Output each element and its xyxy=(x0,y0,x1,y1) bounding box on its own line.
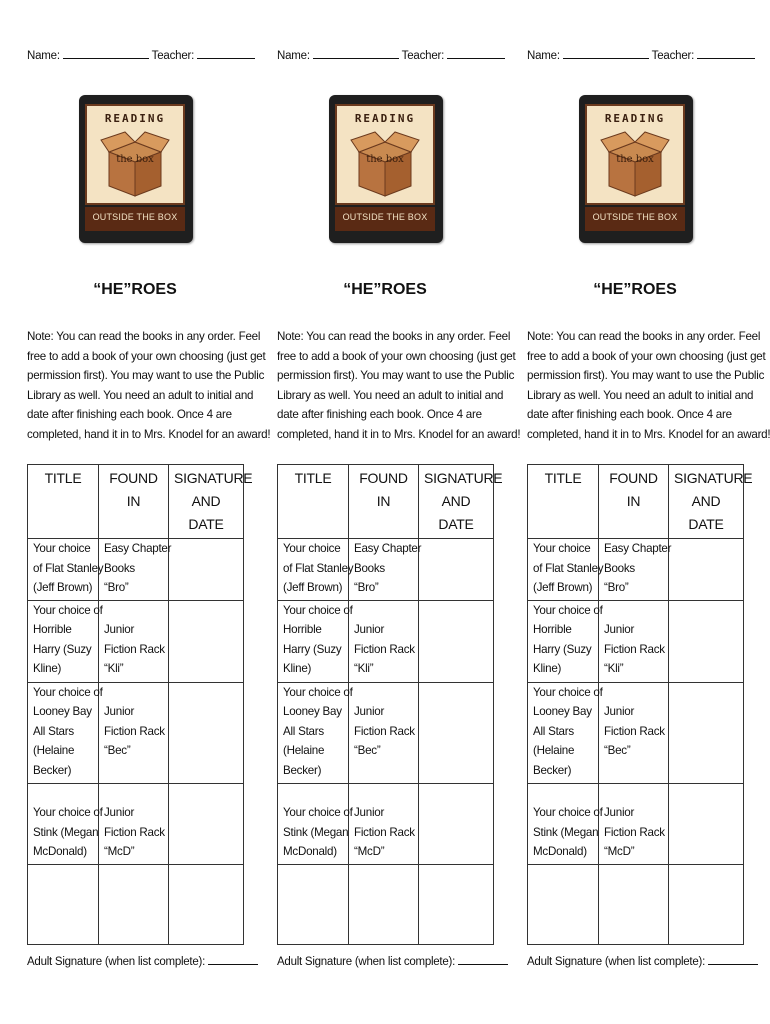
signature-cell[interactable] xyxy=(669,682,744,783)
bookmark-2 xyxy=(277,0,521,1024)
title-cell xyxy=(28,864,99,944)
title-cell: Your choice of Flat Stanley (Jeff Brown) xyxy=(278,539,349,601)
note-line: permission first). You may want to use the Public xyxy=(27,369,265,382)
name-label: Name: xyxy=(277,50,310,62)
found-cell: Junior Fiction Rack “Bec” xyxy=(99,682,169,783)
signature-cell[interactable] xyxy=(669,539,744,601)
table-row xyxy=(28,864,244,944)
reading-outside-the-box-logo xyxy=(79,95,193,243)
adult-signature-line xyxy=(27,956,243,968)
table-row xyxy=(278,864,494,944)
signature-cell[interactable] xyxy=(169,600,244,682)
note-line: permission first). You may want to use the Public xyxy=(277,369,515,382)
note-line: Library as well. You need an adult to initial and xyxy=(277,388,504,402)
signature-cell[interactable] xyxy=(669,864,744,944)
name-blank xyxy=(563,57,649,59)
found-cell: Junior Fiction Rack “Bec” xyxy=(349,682,419,783)
reading-outside-the-box-logo xyxy=(329,95,443,243)
title-cell: Your choice of Stink (Megan McDonald) xyxy=(28,783,99,864)
adult-signature-label: Adult Signature (when list complete): xyxy=(527,956,706,968)
table-row xyxy=(28,682,244,783)
note-line: Library as well. You need an adult to initial and xyxy=(27,388,254,402)
title-cell: Your choice of Stink (Megan McDonald) xyxy=(278,783,349,864)
title-cell: Your choice of Horrible Harry (Suzy Kline) xyxy=(278,600,349,682)
table-row xyxy=(28,539,244,601)
table-row xyxy=(528,783,744,864)
title-cell: Your choice of Horrible Harry (Suzy Kline) xyxy=(528,600,599,682)
logo-the-box-text: the box xyxy=(366,154,404,165)
table-row xyxy=(528,864,744,944)
found-cell: Easy Chapter Books “Bro” xyxy=(599,539,669,601)
teacher-label: Teacher: xyxy=(651,50,695,62)
note-line: completed, hand it in to Mrs. Knodel for an award! xyxy=(27,427,271,441)
signature-cell[interactable] xyxy=(169,682,244,783)
column-header: FOUND IN xyxy=(99,465,169,539)
adult-signature-label: Adult Signature (when list complete): xyxy=(27,956,206,968)
table-row xyxy=(278,600,494,682)
found-cell xyxy=(599,864,669,944)
table-row xyxy=(278,682,494,783)
column-header: TITLE xyxy=(528,465,599,539)
note-line: free to add a book of your own choosing (just get xyxy=(27,349,266,363)
note-line: date after finishing each book. Once 4 are xyxy=(277,408,482,421)
list-title: “HE”ROES xyxy=(93,281,177,298)
note-line: Library as well. You need an adult to initial and xyxy=(527,388,754,402)
adult-signature-label: Adult Signature (when list complete): xyxy=(277,956,456,968)
table-header-row xyxy=(278,465,494,539)
name-blank xyxy=(313,57,399,59)
table-row xyxy=(528,600,744,682)
logo-outside-the-box-text: OUTSIDE THE BOX xyxy=(592,212,678,222)
adult-signature-line xyxy=(277,956,493,968)
teacher-blank xyxy=(197,57,255,59)
note-line: Note: You can read the books in any order. Feel xyxy=(277,330,511,343)
name-teacher-line xyxy=(527,50,743,62)
found-cell xyxy=(349,864,419,944)
name-teacher-line xyxy=(277,50,493,62)
instructions-note xyxy=(527,327,770,444)
found-cell: Junior Fiction Rack “Kli” xyxy=(99,600,169,682)
column-header: FOUND IN xyxy=(349,465,419,539)
note-line: free to add a book of your own choosing (just get xyxy=(277,349,516,363)
title-cell xyxy=(528,864,599,944)
signature-cell[interactable] xyxy=(169,539,244,601)
table-row xyxy=(528,539,744,601)
note-line: completed, hand it in to Mrs. Knodel for an award! xyxy=(277,427,521,441)
signature-cell[interactable] xyxy=(669,783,744,864)
teacher-blank xyxy=(447,57,505,59)
instructions-note xyxy=(27,327,271,444)
title-cell: Your choice of Looney Bay All Stars (Helaine Becker) xyxy=(28,682,99,783)
instructions-note xyxy=(277,327,521,444)
adult-signature-blank xyxy=(208,963,258,965)
found-cell: Easy Chapter Books “Bro” xyxy=(349,539,419,601)
table-row xyxy=(28,600,244,682)
adult-signature-blank xyxy=(708,963,758,965)
found-cell: Junior Fiction Rack “McD” xyxy=(599,783,669,864)
title-cell: Your choice of Horrible Harry (Suzy Kline) xyxy=(28,600,99,682)
adult-signature-line xyxy=(527,956,743,968)
found-cell: Junior Fiction Rack “Kli” xyxy=(599,600,669,682)
note-line: permission first). You may want to use the Public xyxy=(527,369,765,382)
bookmark-1 xyxy=(27,0,271,1024)
note-line: completed, hand it in to Mrs. Knodel for an award! xyxy=(527,427,770,441)
signature-cell[interactable] xyxy=(419,783,494,864)
signature-cell[interactable] xyxy=(419,864,494,944)
column-header: SIGNATURE AND DATE xyxy=(419,465,494,539)
name-teacher-line xyxy=(27,50,243,62)
column-header: FOUND IN xyxy=(599,465,669,539)
signature-cell[interactable] xyxy=(169,783,244,864)
table-row xyxy=(278,783,494,864)
title-cell xyxy=(278,864,349,944)
note-line: free to add a book of your own choosing (just get xyxy=(527,349,766,363)
found-cell: Junior Fiction Rack “Bec” xyxy=(599,682,669,783)
signature-cell[interactable] xyxy=(669,600,744,682)
note-line: Note: You can read the books in any order. Feel xyxy=(27,330,261,343)
column-header: TITLE xyxy=(28,465,99,539)
signature-cell[interactable] xyxy=(419,539,494,601)
logo-reading-text: READING xyxy=(604,112,666,125)
table-row xyxy=(528,682,744,783)
column-header: SIGNATURE AND DATE xyxy=(169,465,244,539)
column-header: TITLE xyxy=(278,465,349,539)
title-cell: Your choice of Looney Bay All Stars (Helaine Becker) xyxy=(278,682,349,783)
note-line: Note: You can read the books in any order. Feel xyxy=(527,330,761,343)
signature-cell[interactable] xyxy=(419,600,494,682)
logo-the-box-text: the box xyxy=(616,154,654,165)
reading-outside-the-box-logo xyxy=(579,95,693,243)
found-cell xyxy=(99,864,169,944)
logo-outside-the-box-text: OUTSIDE THE BOX xyxy=(342,212,428,222)
logo-reading-text: READING xyxy=(104,112,166,125)
teacher-blank xyxy=(697,57,755,59)
table-row xyxy=(28,783,244,864)
title-cell: Your choice of Flat Stanley (Jeff Brown) xyxy=(528,539,599,601)
logo-the-box-text: the box xyxy=(116,154,154,165)
title-cell: Your choice of Stink (Megan McDonald) xyxy=(528,783,599,864)
teacher-label: Teacher: xyxy=(401,50,445,62)
list-title: “HE”ROES xyxy=(343,281,427,298)
column-header: SIGNATURE AND DATE xyxy=(669,465,744,539)
bookmark-3 xyxy=(527,0,770,1024)
adult-signature-blank xyxy=(458,963,508,965)
table-header-row xyxy=(528,465,744,539)
found-cell: Junior Fiction Rack “McD” xyxy=(349,783,419,864)
found-cell: Junior Fiction Rack “Kli” xyxy=(349,600,419,682)
reading-log-table xyxy=(527,464,753,945)
title-cell: Your choice of Flat Stanley (Jeff Brown) xyxy=(28,539,99,601)
teacher-label: Teacher: xyxy=(151,50,195,62)
note-line: date after finishing each book. Once 4 are xyxy=(27,408,232,421)
reading-log-table xyxy=(277,464,503,945)
list-title: “HE”ROES xyxy=(593,281,677,298)
found-cell: Junior Fiction Rack “McD” xyxy=(99,783,169,864)
logo-reading-text: READING xyxy=(354,112,416,125)
found-cell: Easy Chapter Books “Bro” xyxy=(99,539,169,601)
title-cell: Your choice of Looney Bay All Stars (Helaine Becker) xyxy=(528,682,599,783)
table-header-row xyxy=(28,465,244,539)
name-label: Name: xyxy=(527,50,560,62)
logo-outside-the-box-text: OUTSIDE THE BOX xyxy=(92,212,178,222)
name-label: Name: xyxy=(27,50,60,62)
signature-cell[interactable] xyxy=(169,864,244,944)
name-blank xyxy=(63,57,149,59)
note-line: date after finishing each book. Once 4 are xyxy=(527,408,732,421)
table-row xyxy=(278,539,494,601)
reading-log-table xyxy=(27,464,253,945)
signature-cell[interactable] xyxy=(419,682,494,783)
